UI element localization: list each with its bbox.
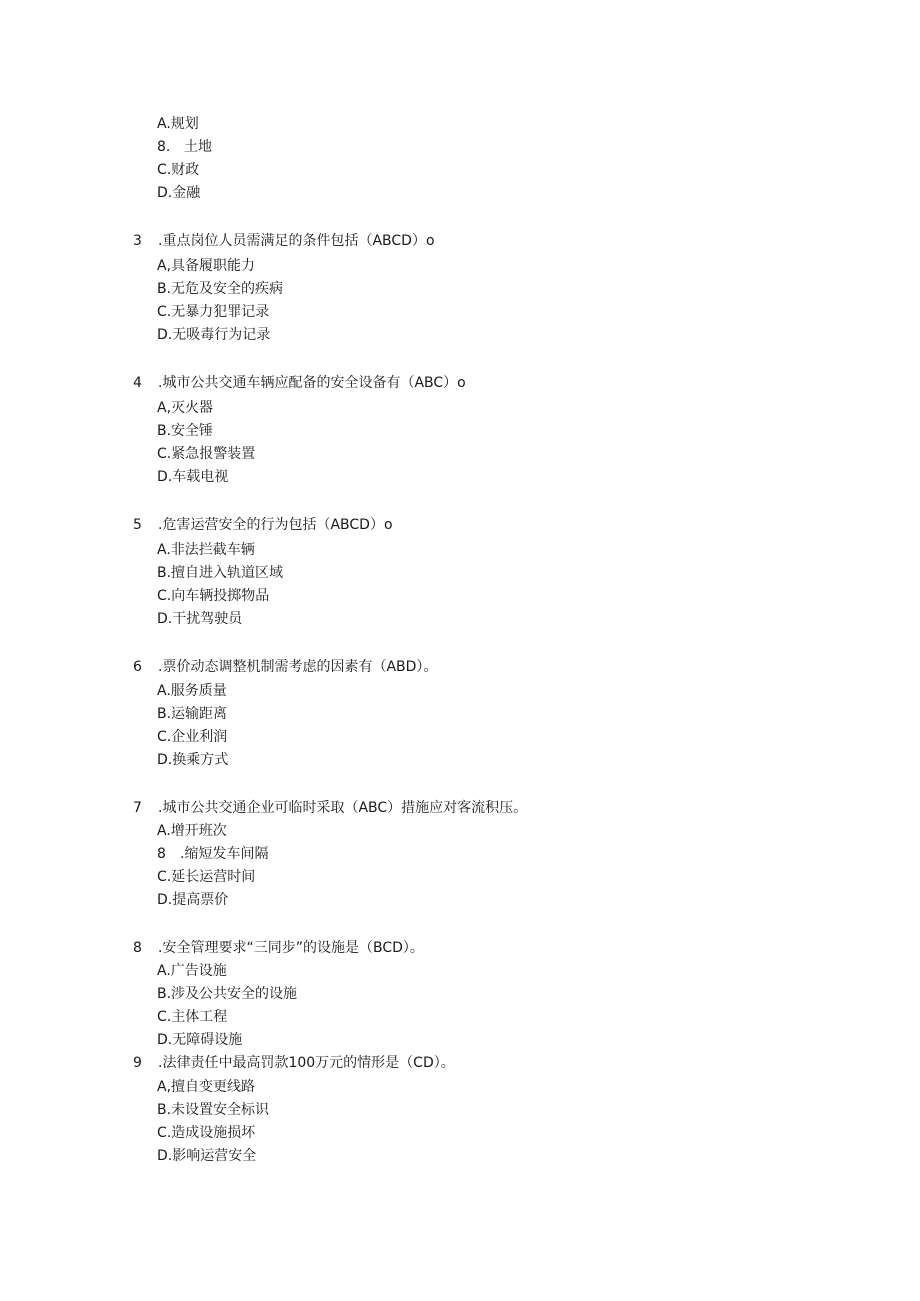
question-text: .票价动态调整机制需考虑的因素有（ABD）。: [158, 659, 438, 675]
q7-option-a: A.增开班次: [157, 823, 227, 839]
q6-option-d: D.换乘方式: [157, 752, 229, 768]
q4-option-d: D.车载电视: [157, 469, 229, 485]
q9-option-d: D.影响运营安全: [157, 1148, 257, 1164]
question-9: [0, 1053, 920, 1073]
question-4: [0, 373, 920, 393]
q4-option-b: B.安全锤: [157, 423, 214, 439]
q2-option-c: C.财政: [157, 162, 200, 178]
q7-option-d: D.提高票价: [157, 892, 229, 908]
q3-option-a: A,具备履职能力: [157, 258, 256, 274]
q6-option-a: A.服务质量: [157, 683, 227, 699]
question-text: .法律责任中最高罚款100万元的情形是（CD）。: [158, 1055, 455, 1071]
q6-option-c: C.企业利润: [157, 729, 228, 745]
question-3: [0, 231, 920, 251]
question-6: [0, 657, 920, 677]
q3-option-b: B.无危及安全的疾病: [157, 281, 284, 297]
q8-option-c: C.主体工程: [157, 1009, 228, 1025]
q7-option-b-num: 8: [157, 846, 166, 862]
question-number: 6: [133, 659, 142, 675]
question-8: [0, 938, 920, 958]
q2-option-b-text: 土地: [184, 139, 212, 155]
q3-option-d: D.无吸毒行为记录: [157, 327, 271, 343]
q2-option-d: D.金融: [157, 185, 201, 201]
q2-option-a: A.规划: [157, 116, 199, 132]
q8-option-d: D.无障碍设施: [157, 1032, 243, 1048]
question-5: [0, 515, 920, 535]
q7-option-b: [0, 844, 920, 864]
question-text: .重点岗位人员需满足的条件包括（ABCD）o: [158, 233, 435, 249]
q5-option-b: B.擅自进入轨道区域: [157, 565, 284, 581]
question-7: [0, 798, 920, 818]
q3-option-c: C.无暴力犯罪记录: [157, 304, 270, 320]
question-number: 5: [133, 517, 142, 533]
q9-option-c: C.造成设施损坏: [157, 1125, 256, 1141]
question-number: 4: [133, 375, 142, 391]
question-number: 3: [133, 233, 142, 249]
question-text: .城市公共交通车辆应配备的安全设备有（ABC）o: [158, 375, 466, 391]
q6-option-b: B.运输距离: [157, 706, 228, 722]
question-number: 7: [133, 800, 142, 816]
q9-option-b: B.未设置安全标识: [157, 1102, 270, 1118]
question-text: .危害运营安全的行为包括（ABCD）o: [158, 517, 393, 533]
q5-option-d: D.干扰驾驶员: [157, 611, 243, 627]
q5-option-c: C.向车辆投掷物品: [157, 588, 270, 604]
q2-option-b: [0, 137, 920, 157]
q8-option-a: A.广告设施: [157, 963, 227, 979]
question-text: .安全管理要求“三同步”的设施是（BCD）。: [158, 940, 424, 956]
question-text: .城市公共交通企业可临时采取（ABC）措施应对客流积压。: [158, 800, 528, 816]
q7-option-b-text: .缩短发车间隔: [180, 846, 269, 862]
q7-option-c: C.延长运营时间: [157, 869, 256, 885]
q9-option-a: A,擅自变更线路: [157, 1079, 256, 1095]
q8-option-b: B.涉及公共安全的设施: [157, 986, 298, 1002]
q4-option-c: C.紧急报警装置: [157, 446, 256, 462]
question-number: 9: [133, 1055, 142, 1071]
question-number: 8: [133, 940, 142, 956]
q2-option-b-num: 8.: [157, 139, 171, 155]
q4-option-a: A,灭火器: [157, 400, 214, 416]
q5-option-a: A.非法拦截车辆: [157, 542, 255, 558]
